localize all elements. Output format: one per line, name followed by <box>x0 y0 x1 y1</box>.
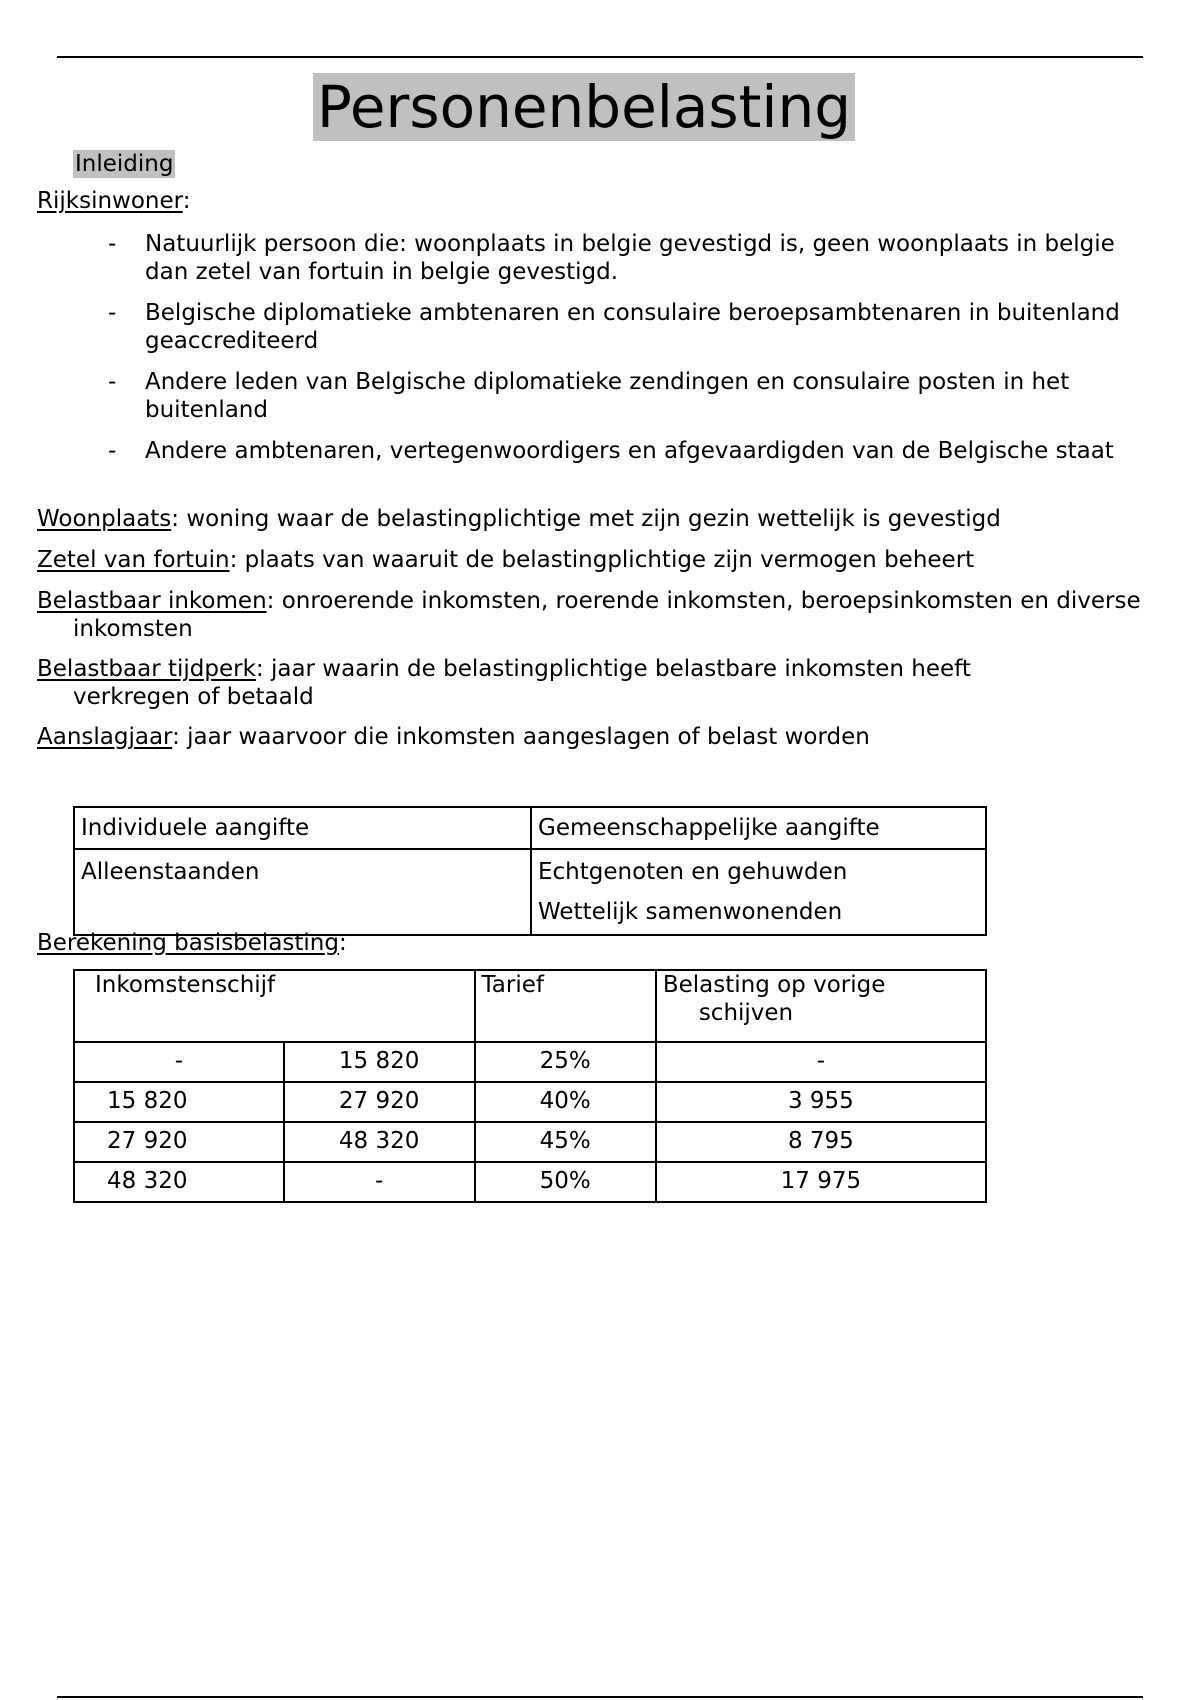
table-header-cell: Gemeenschappelijke aangifte <box>531 807 986 849</box>
table-cell: - <box>656 1042 986 1082</box>
table-row <box>74 1082 986 1122</box>
section-heading: Inleiding <box>75 151 174 177</box>
table-header-row <box>74 970 986 1042</box>
table-cell: 48 320 <box>74 1162 284 1202</box>
rijksinwoner-line: Rijksinwoner: <box>37 188 191 214</box>
definition-belastbaar-inkomen: Belastbaar inkomen: onroerende inkomsten, roerende inkomsten, beroepsinkomsten en diverse inkomsten <box>37 588 1141 642</box>
table-row <box>74 849 986 935</box>
table-header-cell: Inkomstenschijf <box>74 970 475 1042</box>
table-cell: 8 795 <box>656 1122 986 1162</box>
aangifte-table <box>73 806 987 936</box>
rijksinwoner-list <box>108 230 1128 478</box>
tax-table <box>73 969 987 1203</box>
table-header-cell: Belasting op vorige schijven <box>656 970 986 1042</box>
page-title: Personenbelasting <box>0 72 1168 142</box>
list-item: - Andere ambtenaren, vertegenwoordigers en afgevaardigden van de Belgische staat <box>108 438 1114 464</box>
definition-belastbaar-tijdperk: Belastbaar tijdperk: jaar waarin de belastingplichtige belastbare inkomsten heeft verkregen of betaald <box>37 656 971 710</box>
table-cell: 27 920 <box>74 1122 284 1162</box>
berekening-line: Berekening basisbelasting: <box>37 930 347 956</box>
table-cell: - <box>74 1042 284 1082</box>
table-row <box>74 807 986 849</box>
table-header-cell: Tarief <box>475 970 656 1042</box>
table-cell: 27 920 <box>284 1082 475 1122</box>
table-cell: Alleenstaanden <box>74 849 531 935</box>
term-rijksinwoner: Rijksinwoner <box>37 188 183 214</box>
table-cell: 15 820 <box>74 1082 284 1122</box>
definition-zetel-van-fortuin: Zetel van fortuin: plaats van waaruit de belastingplichtige zijn vermogen beheert <box>37 547 975 573</box>
list-item: - Andere leden van Belgische diplomatieke zendingen en consulaire posten in het buitenland <box>108 369 1070 423</box>
table-cell: 3 955 <box>656 1082 986 1122</box>
top-rule <box>57 56 1143 58</box>
table-cell: 15 820 <box>284 1042 475 1082</box>
bottom-rule <box>57 1696 1143 1698</box>
list-item: - Natuurlijk persoon die: woonplaats in belgie gevestigd is, geen woonplaats in belgie dan zetel van fortuin in belgie gevestigd. <box>108 231 1115 285</box>
table-header-cell: Individuele aangifte <box>74 807 531 849</box>
table-cell: 48 320 <box>284 1122 475 1162</box>
table-cell: 50% <box>475 1162 656 1202</box>
definition-aanslagjaar: Aanslagjaar: jaar waarvoor die inkomsten aangeslagen of belast worden <box>37 724 870 750</box>
list-item: - Belgische diplomatieke ambtenaren en consulaire beroepsambtenaren in buitenland geaccrediteerd <box>108 300 1120 354</box>
table-row <box>74 1162 986 1202</box>
table-cell: 17 975 <box>656 1162 986 1202</box>
table-cell: 40% <box>475 1082 656 1122</box>
table-row <box>74 1042 986 1082</box>
table-cell: - <box>284 1162 475 1202</box>
table-cell: 25% <box>475 1042 656 1082</box>
table-row <box>74 1122 986 1162</box>
table-cell: Echtgenoten en gehuwden Wettelijk samenwonenden <box>531 849 986 935</box>
term-berekening: Berekening basisbelasting <box>37 930 339 956</box>
definition-woonplaats: Woonplaats: woning waar de belastingplichtige met zijn gezin wettelijk is gevestigd <box>37 506 1001 532</box>
table-cell: 45% <box>475 1122 656 1162</box>
